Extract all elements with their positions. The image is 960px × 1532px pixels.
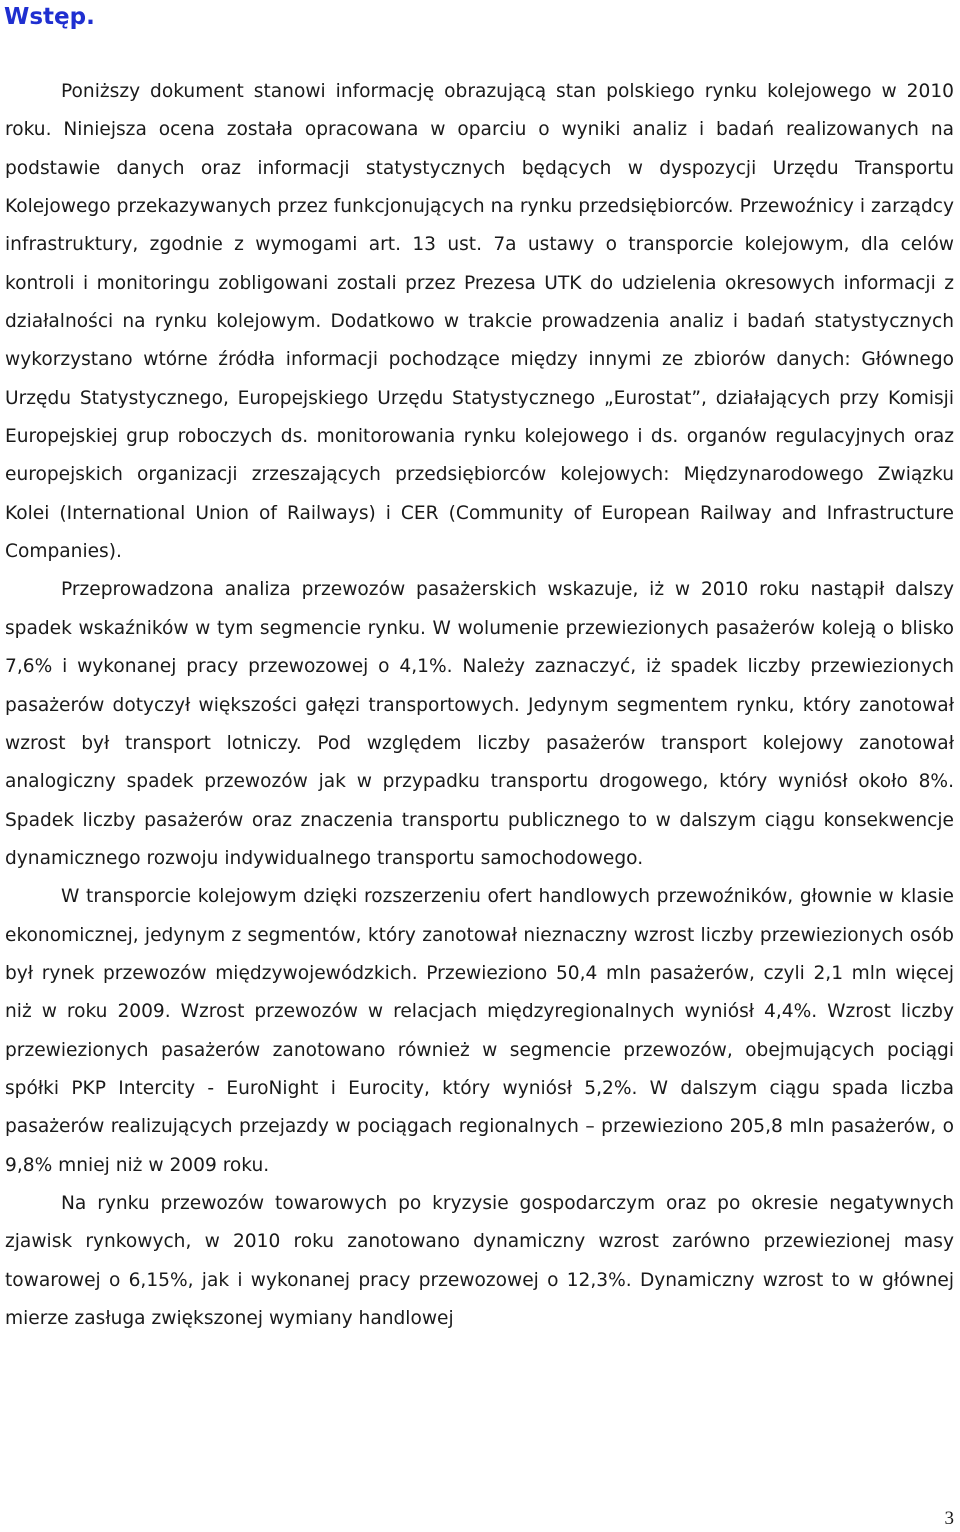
paragraph-freight-market: Na rynku przewozów towarowych po kryzysie gospodarczym oraz po okresie negatywnych zjawisk rynkowych, w 2010 roku zanotowano dynamiczny wzrost zarówno przewiezionej masy towarowej o 6,15%, jak i wykonanej pracy przewozowej o 12,3%. Dynamiczny wzrost to w głównej mierze zasługa zwiększonej wymiany handlowej [5, 1192, 954, 1329]
page-number: 3 [944, 1508, 954, 1529]
section-heading: Wstęp. [4, 4, 95, 30]
document-body [5, 73, 954, 1338]
paragraph-passenger-analysis: Przeprowadzona analiza przewozów pasażerskich wskazuje, iż w 2010 roku nastąpił dalszy spadek wskaźników w tym segmencie rynku. W wolumenie przewiezionych pasażerów koleją o blisko 7,6% i wykonanej pracy przewozowej o 4,1%. Należy zaznaczyć, iż spadek liczby przewiezionych pasażerów dotyczył większości gałęzi transportowych. Jedynym segmentem rynku, który zanotował wzrost był transport lotniczy. Pod względem liczby pasażerów transport kolejowy zanotował analogiczny spadek przewozów jak w przypadku transportu drogowego, który wyniósł około 8%. Spadek liczby pasażerów oraz znaczenia transportu publicznego to w dalszym ciągu konsekwencje dynamicznego rozwoju indywidualnego transportu samochodowego. [5, 579, 954, 869]
paragraph-introduction: Poniższy dokument stanowi informację obrazującą stan polskiego rynku kolejowego w 2010 roku. Niniejsza ocena została opracowana w oparciu o wyniki analiz i badań realizowanych na podstawie danych oraz informacji statystycznych będących w dyspozycji Urzędu Transportu Kolejowego przekazywanych przez funkcjonujących na rynku przedsiębiorców. Przewoźnicy i zarządcy infrastruktury, zgodnie z wymogami art. 13 ust. 7a ustawy o transporcie kolejowym, dla celów kontroli i monitoringu zobligowani zostali przez Prezesa UTK do udzielenia okresowych informacji z działalności na rynku kolejowym. Dodatkowo w trakcie prowadzenia analiz i badań statystycznych wykorzystano wtórne źródła informacji pochodzące między innymi ze zbiorów danych: Głównego Urzędu Statystycznego, Europejskiego Urzędu Statystycznego „Eurostat”, działających przy Komisji Europejskiej grup roboczych ds. monitorowania rynku kolejowego i ds. organów regulacyjnych oraz europejskich organizacji zrzeszających przedsiębiorców kolejowych: Międzynarodowego Związku Kolei (International Union of Railways) i CER (Community of European Railway and Infrastructure Companies). [5, 81, 954, 563]
paragraph-rail-passenger-segments: W transporcie kolejowym dzięki rozszerzeniu ofert handlowych przewoźników, głownie w klasie ekonomicznej, jedynym z segmentów, który zanotował nieznaczny wzrost liczby przewiezionych osób był rynek przewozów międzywojewódzkich. Przewieziono 50,4 mln pasażerów, czyli 2,1 mln więcej niż w roku 2009. Wzrost przewozów w relacjach międzyregionalnych wyniósł 4,4%. Wzrost liczby przewiezionych pasażerów zanotowano również w segmencie przewozów, obejmujących pociągi spółki PKP Intercity - EuroNight i Eurocity, który wyniósł 5,2%. W dalszym ciągu spada liczba pasażerów realizujących przejazdy w pociągach regionalnych – przewieziono 205,8 mln pasażerów, o 9,8% mniej niż w 2009 roku. [5, 886, 954, 1176]
